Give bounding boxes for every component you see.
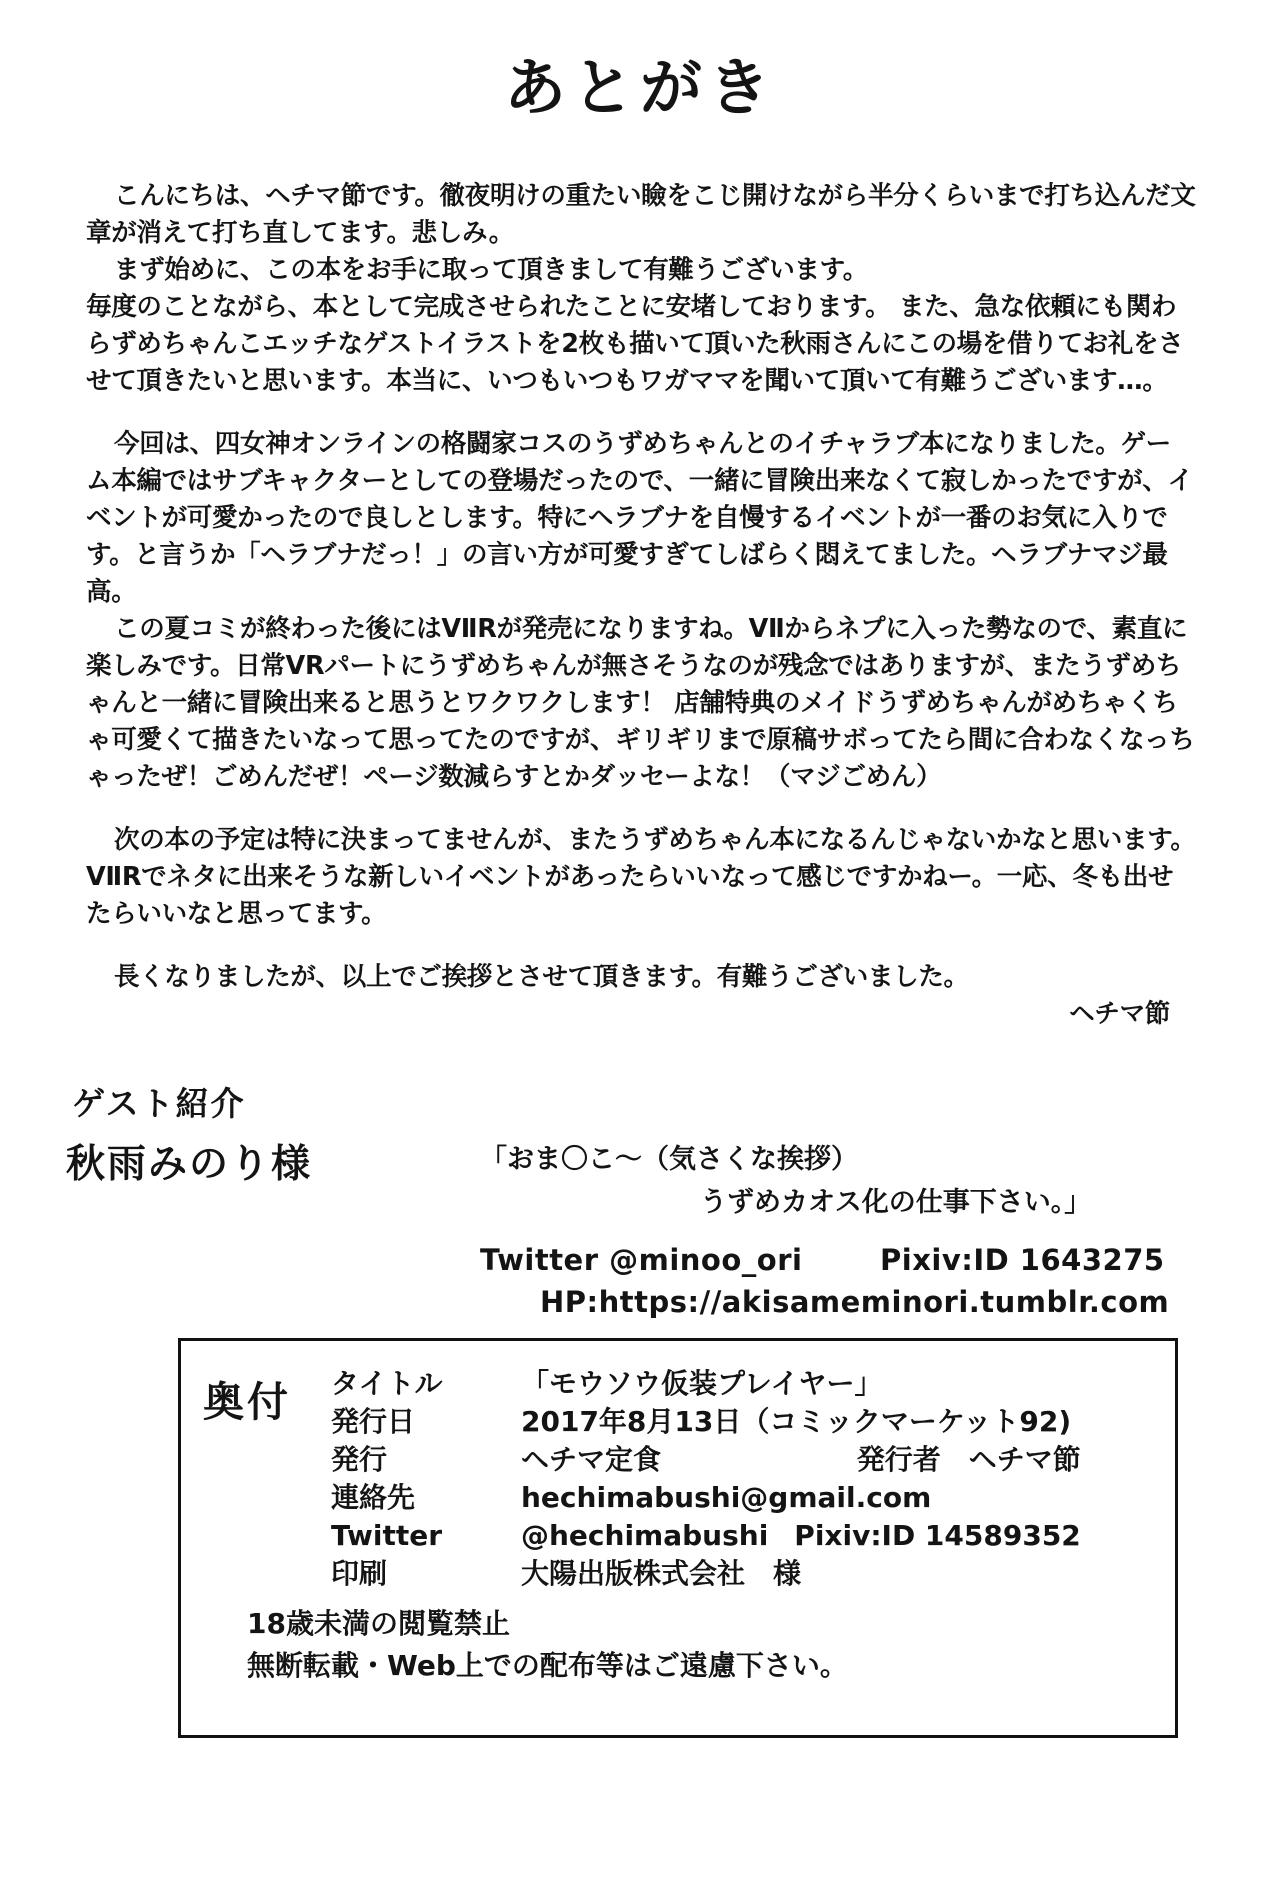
redistribution-notice: 無断転載・Web上での配布等はご遠慮下さい。 bbox=[247, 1649, 848, 1682]
guest-homepage-url: HP:https://akisameminori.tumblr.com bbox=[540, 1285, 1170, 1319]
colophon-value-secondary: 発行者 ヘチマ節 bbox=[856, 1443, 1081, 1476]
guest-section-heading: ゲスト紹介 bbox=[72, 1084, 246, 1123]
colophon-row bbox=[331, 1403, 1081, 1441]
colophon-label: 連絡先 bbox=[331, 1481, 416, 1514]
paragraph-spacer bbox=[86, 933, 1196, 959]
afterword-paragraph-7: 長くなりましたが、以上でご挨拶とさせて頂きます。有難うございました。 bbox=[114, 962, 969, 992]
colophon-value-secondary: Pixiv:ID 14589352 bbox=[794, 1519, 1081, 1552]
colophon-value: hechimabushi@gmail.com bbox=[521, 1481, 932, 1514]
colophon-table bbox=[331, 1365, 1081, 1593]
afterword-signature: ヘチマ節 bbox=[1069, 999, 1170, 1029]
colophon-value: @hechimabushi bbox=[521, 1519, 769, 1552]
guest-quote-line-2: うずめカオス化の仕事下さい。」 bbox=[700, 1187, 1092, 1218]
guest-quote-line-1: 「おま〇こ〜（気さくな挨拶） bbox=[480, 1144, 858, 1175]
colophon-row bbox=[331, 1365, 1081, 1403]
colophon-row bbox=[331, 1555, 1081, 1593]
colophon-value: ヘチマ定食 bbox=[521, 1443, 662, 1476]
afterword-body bbox=[86, 178, 1196, 1033]
afterword-paragraph-6: 次の本の予定は特に決まってませんが、またうずめちゃん本になるんじゃないかなと思います。ⅤⅡRでネタに出来そうな新しいイベントがあったらいいなって感じですかねー。一応、冬も出せたらいいなと思ってます。 bbox=[86, 825, 1196, 929]
colophon-label: Twitter bbox=[331, 1519, 443, 1552]
colophon-row bbox=[331, 1517, 1081, 1555]
afterword-paragraph-1: こんにちは、ヘチマ節です。徹夜明けの重たい瞼をこじ開けながら半分くらいまで打ち込んだ文章が消えて打ち直してます。悲しみ。 bbox=[86, 181, 1196, 248]
paragraph-spacer bbox=[86, 400, 1196, 426]
age-restriction-notice: 18歳未満の閲覧禁止 bbox=[247, 1607, 510, 1640]
colophon-value: 大陽出版株式会社 様 bbox=[521, 1557, 802, 1590]
paragraph-spacer bbox=[86, 796, 1196, 822]
colophon-row bbox=[331, 1479, 1081, 1517]
afterword-paragraph-5: この夏コミが終わった後にはⅤⅡRが発売になりますね。ⅤⅡからネプに入った勢なので、素直に楽しみです。日常VRパートにうずめちゃんが無さそうなのが残念ではありますが、またうずめちゃんと一緒に冒険出来ると思うとワクワクします！ 店舗特典のメイドうずめちゃんがめちゃくちゃ可愛くて描きたいなって思ってたのですが、ギリギリまで原稿サボってたら間に合わなくなっちゃったぜ！ごめんだぜ！ページ数減らすとかダッセーよな！（マジごめん） bbox=[86, 614, 1195, 792]
guest-name: 秋雨みのり様 bbox=[66, 1142, 313, 1187]
colophon-value: 2017年8月13日（コミックマーケット92) bbox=[521, 1405, 1072, 1438]
afterword-paragraph-3: 毎度のことながら、本として完成させられたことに安堵しております。 また、急な依頼にも関わらずめちゃんこエッチなゲストイラストを2枚も描いて頂いた秋雨さんにこの場を借りてお礼をさせて頂きたいと思います。本当に、いつもいつもワガママを聞いて頂いて有難うございます…。 bbox=[86, 292, 1184, 396]
colophon-label: 印刷 bbox=[331, 1557, 388, 1590]
colophon-value: 「モウソウ仮装プレイヤー」 bbox=[521, 1367, 883, 1400]
guest-pixiv-id: Pixiv:ID 1643275 bbox=[880, 1243, 1165, 1277]
colophon-label: 発行日 bbox=[331, 1405, 416, 1438]
page-title: あとがき bbox=[503, 51, 776, 124]
colophon-label: 発行 bbox=[331, 1443, 388, 1476]
guest-twitter-handle: Twitter @minoo_ori bbox=[480, 1243, 803, 1277]
colophon-row bbox=[331, 1441, 1081, 1479]
colophon-title: 奥付 bbox=[203, 1378, 291, 1426]
afterword-paragraph-4: 今回は、四女神オンラインの格闘家コスのうずめちゃんとのイチャラブ本になりました。ゲーム本編ではサブキャクターとしての登場だったので、一緒に冒険出来なくて寂しかったですが、イベントが可愛かったので良しとします。特にヘラブナを自慢するイベントが一番のお気に入りです。と言うか「ヘラブナだっ！」の言い方が可愛すぎてしばらく悶えてました。ヘラブナマジ最高。 bbox=[86, 429, 1193, 607]
colophon-label: タイトル bbox=[331, 1367, 443, 1400]
colophon-box bbox=[178, 1338, 1178, 1738]
colophon-notice bbox=[247, 1603, 848, 1687]
afterword-paragraph-2: まず始めに、この本をお手に取って頂きまして有難うございます。 bbox=[114, 255, 868, 285]
